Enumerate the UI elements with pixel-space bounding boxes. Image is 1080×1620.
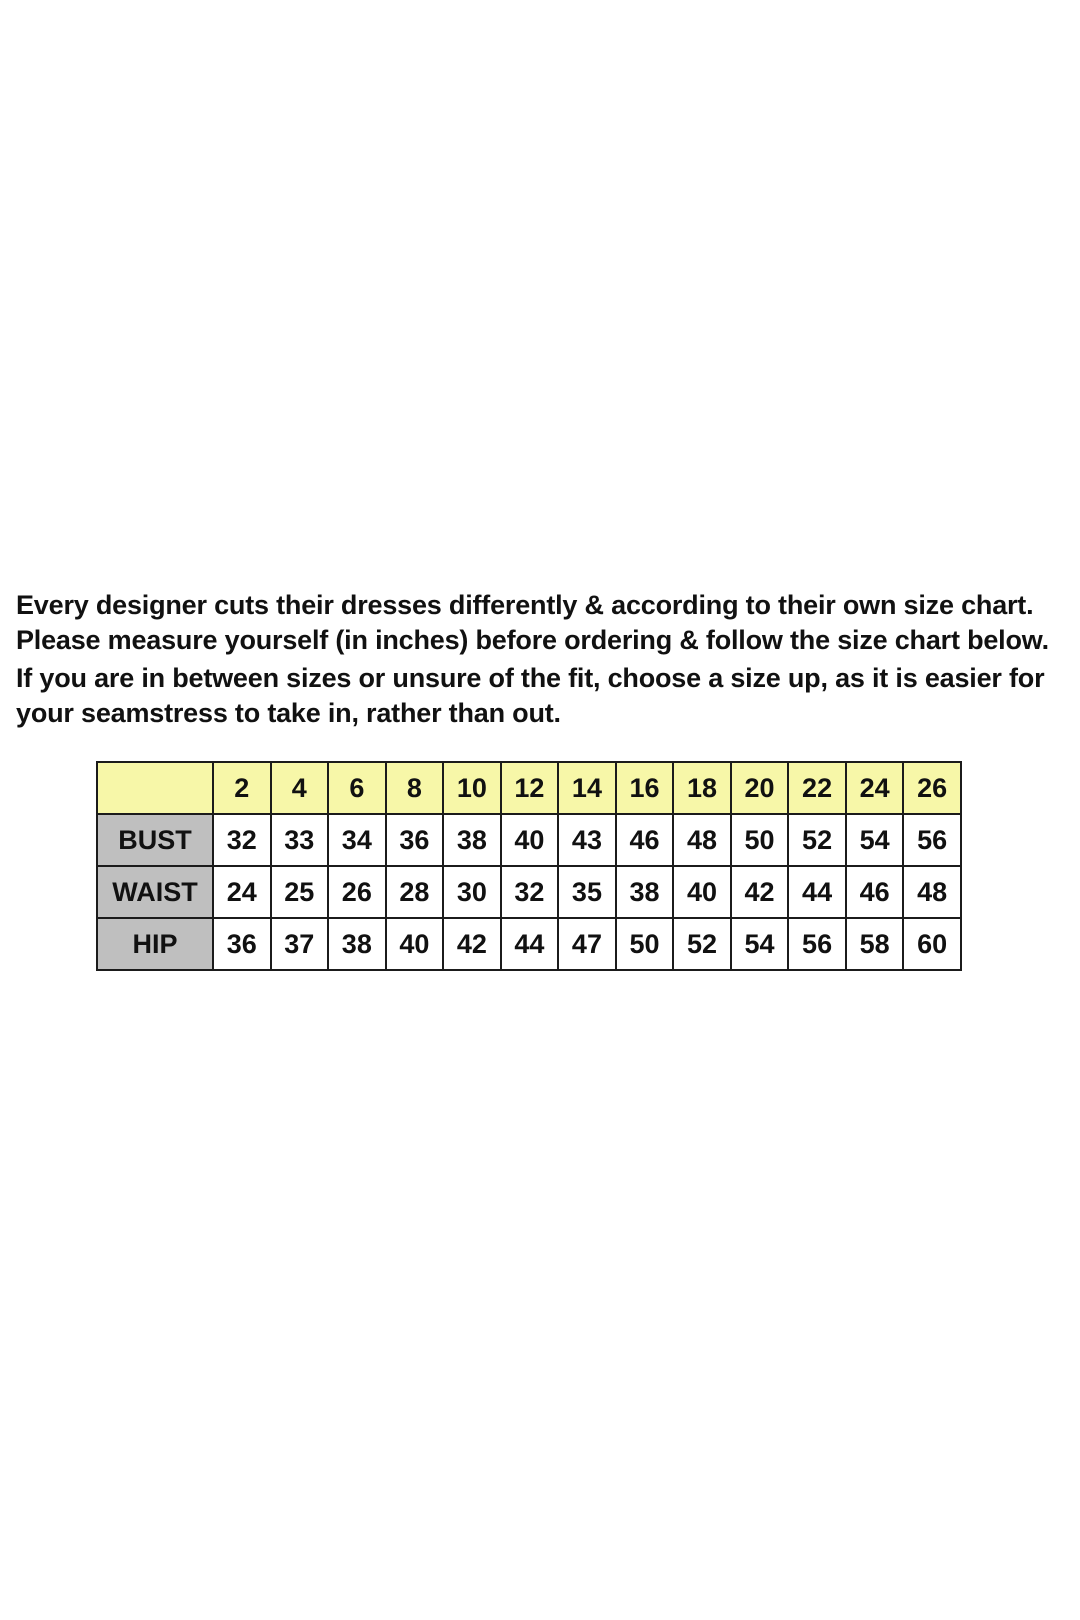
size-header-7: 16 bbox=[616, 762, 674, 814]
size-header-8: 18 bbox=[673, 762, 731, 814]
waist-value-3: 28 bbox=[386, 866, 444, 918]
bust-value-10: 52 bbox=[788, 814, 846, 866]
row-label-waist: WAIST bbox=[97, 866, 213, 918]
size-header-5: 12 bbox=[501, 762, 559, 814]
bust-value-11: 54 bbox=[846, 814, 904, 866]
hip-value-4: 42 bbox=[443, 918, 501, 970]
waist-value-1: 25 bbox=[271, 866, 329, 918]
row-label-bust: BUST bbox=[97, 814, 213, 866]
hip-value-12: 60 bbox=[903, 918, 961, 970]
size-header-10: 22 bbox=[788, 762, 846, 814]
waist-value-7: 38 bbox=[616, 866, 674, 918]
header-corner-cell bbox=[97, 762, 213, 814]
waist-value-9: 42 bbox=[731, 866, 789, 918]
table-row-hip bbox=[97, 918, 961, 970]
table-header-row bbox=[97, 762, 961, 814]
hip-value-11: 58 bbox=[846, 918, 904, 970]
table-row-bust bbox=[97, 814, 961, 866]
size-header-6: 14 bbox=[558, 762, 616, 814]
bust-value-7: 46 bbox=[616, 814, 674, 866]
size-chart-container bbox=[96, 761, 962, 971]
size-chart-body bbox=[97, 762, 961, 970]
bust-value-1: 33 bbox=[271, 814, 329, 866]
hip-value-10: 56 bbox=[788, 918, 846, 970]
size-header-3: 8 bbox=[386, 762, 444, 814]
waist-value-6: 35 bbox=[558, 866, 616, 918]
bust-value-9: 50 bbox=[731, 814, 789, 866]
hip-value-7: 50 bbox=[616, 918, 674, 970]
hip-value-3: 40 bbox=[386, 918, 444, 970]
size-header-2: 6 bbox=[328, 762, 386, 814]
waist-value-12: 48 bbox=[903, 866, 961, 918]
hip-value-2: 38 bbox=[328, 918, 386, 970]
size-header-0: 2 bbox=[213, 762, 271, 814]
size-header-1: 4 bbox=[271, 762, 329, 814]
waist-value-5: 32 bbox=[501, 866, 559, 918]
hip-value-1: 37 bbox=[271, 918, 329, 970]
waist-value-11: 46 bbox=[846, 866, 904, 918]
hip-value-8: 52 bbox=[673, 918, 731, 970]
bust-value-2: 34 bbox=[328, 814, 386, 866]
size-header-11: 24 bbox=[846, 762, 904, 814]
bust-value-5: 40 bbox=[501, 814, 559, 866]
table-row-waist bbox=[97, 866, 961, 918]
waist-value-0: 24 bbox=[213, 866, 271, 918]
intro-paragraph-2: If you are in between sizes or unsure of the fit, choose a size up, as it is easier for your seamstress to take in, rather than out. bbox=[16, 663, 1045, 728]
size-header-9: 20 bbox=[731, 762, 789, 814]
waist-value-8: 40 bbox=[673, 866, 731, 918]
bust-value-12: 56 bbox=[903, 814, 961, 866]
waist-value-2: 26 bbox=[328, 866, 386, 918]
bust-value-0: 32 bbox=[213, 814, 271, 866]
hip-value-0: 36 bbox=[213, 918, 271, 970]
intro-text-block bbox=[16, 588, 1056, 731]
bust-value-4: 38 bbox=[443, 814, 501, 866]
waist-value-4: 30 bbox=[443, 866, 501, 918]
size-header-4: 10 bbox=[443, 762, 501, 814]
intro-paragraph-1: Every designer cuts their dresses differently & according to their own size chart. Please measure yourself (in inches) before ordering & follow the size chart below. bbox=[16, 590, 1049, 655]
bust-value-8: 48 bbox=[673, 814, 731, 866]
bust-value-3: 36 bbox=[386, 814, 444, 866]
size-header-12: 26 bbox=[903, 762, 961, 814]
bust-value-6: 43 bbox=[558, 814, 616, 866]
size-chart-table bbox=[96, 761, 962, 971]
row-label-hip: HIP bbox=[97, 918, 213, 970]
hip-value-5: 44 bbox=[501, 918, 559, 970]
waist-value-10: 44 bbox=[788, 866, 846, 918]
hip-value-9: 54 bbox=[731, 918, 789, 970]
hip-value-6: 47 bbox=[558, 918, 616, 970]
